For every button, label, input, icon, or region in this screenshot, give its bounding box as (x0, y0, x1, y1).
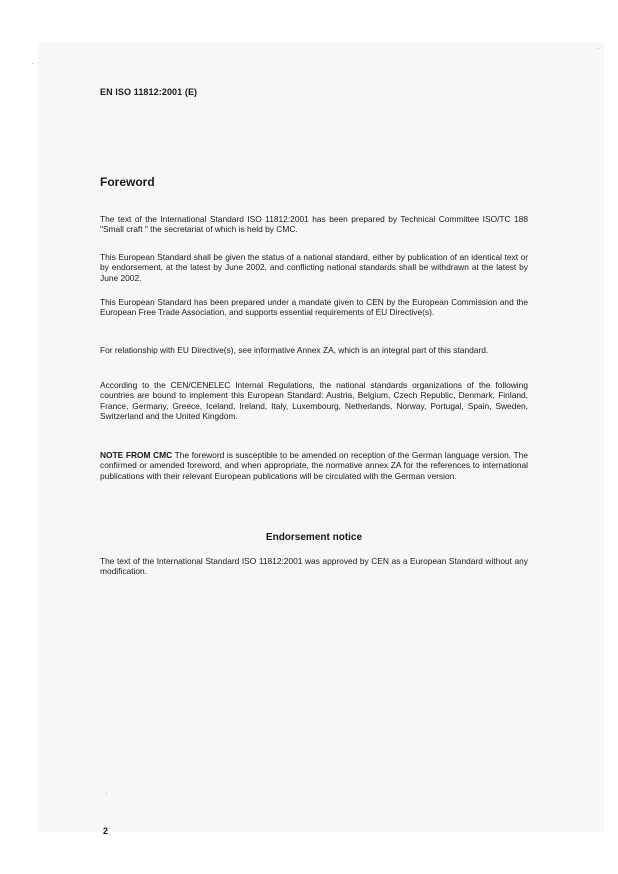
foreword-paragraph: This European Standard has been prepared under a mandate given to CEN by the European Commission and the European Free Trade Association, and supports essential requirements of EU Directive(s). (100, 297, 528, 318)
foreword-paragraph: This European Standard shall be given the status of a national standard, either by publication of an identical text or by endorsement, at the latest by June 2002, and conflicting national standards shall be withdrawn at the latest by June 2002. (100, 252, 528, 283)
cmc-note-label: NOTE FROM CMC (100, 450, 173, 460)
scan-speck (32, 63, 33, 64)
scan-speck (598, 48, 599, 49)
foreword-paragraph: For relationship with EU Directive(s), see informative Annex ZA, which is an integral part of this standard. (100, 345, 489, 355)
scan-speck (106, 793, 107, 794)
cmc-note (100, 450, 528, 481)
endorsement-heading: Endorsement notice (265, 532, 363, 543)
foreword-paragraph: According to the CEN/CENELEC Internal Regulations, the national standards organizations of the following countries are bound to implement this European Standard: Austria, Belgium, Czech Republic, Denmark, Finland, France, Germany, Greece, Iceland, Ireland, Italy, Luxembourg, Netherlands, Norway, Portugal, Spain, Sweden, Switzerland and the United Kingdom. (100, 380, 528, 422)
foreword-paragraph: The text of the International Standard ISO 11812:2001 has been prepared by Technical Committee ISO/TC 188 "Small craft " the secretariat of which is held by CMC. (100, 214, 528, 235)
document-page (38, 42, 604, 832)
page-number: 2 (103, 826, 109, 836)
document-id: EN ISO 11812:2001 (E) (100, 87, 198, 97)
foreword-heading: Foreword (100, 175, 155, 189)
cmc-note-text: The foreword is susceptible to be amended on reception of the German language version. The confirmed or amended foreword, and when appropriate, the normative annex ZA for the references to international publications with their relevant European publications will be circulated with the German version. (100, 450, 528, 481)
endorsement-text: The text of the International Standard ISO 11812:2001 was approved by CEN as a European Standard without any modification. (100, 556, 528, 577)
